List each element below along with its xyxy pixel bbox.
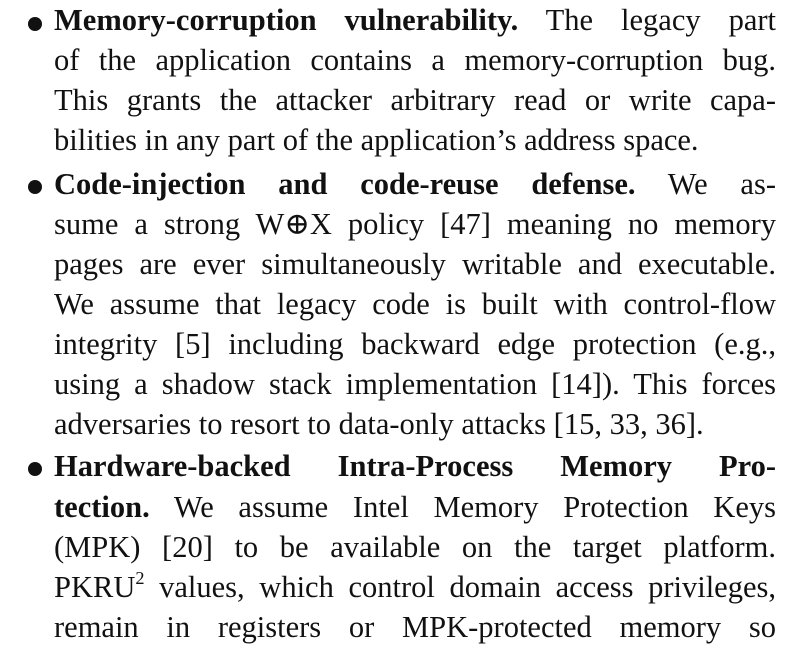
line-text: values, which control domain access privileges, <box>144 570 776 604</box>
line-text: We as- <box>635 167 776 201</box>
item-heading: tection. <box>54 490 150 524</box>
line-text: We assume that legacy code is built with control-flow <box>54 287 776 321</box>
item-heading: Hardware-backed Intra-Process Memory Pro- <box>54 449 776 483</box>
line-text: integrity [5] including backward edge protection (e.g., <box>54 327 776 361</box>
text-line <box>54 324 776 364</box>
text-line <box>54 446 776 486</box>
line-text: sume a strong W⊕X policy [47] meaning no memory <box>54 207 776 241</box>
text-line <box>54 0 776 40</box>
line-text: adversaries to resort to data-only attacks [15, 33, 36]. <box>54 407 704 441</box>
text-line <box>54 40 776 80</box>
line-text: of the application contains a memory-corruption bug. <box>54 43 776 77</box>
text-line <box>54 527 776 567</box>
bullet-icon <box>28 462 42 476</box>
text-line <box>54 567 776 607</box>
line-text: We assume Intel Memory Protection Keys <box>149 490 776 524</box>
item-heading: Code-injection and code-reuse defense. <box>54 167 636 201</box>
line-text: The legacy part <box>518 3 776 37</box>
text-line <box>54 244 776 284</box>
line-text: remain in registers or MPK-protected memory so <box>54 610 776 644</box>
text-line <box>54 607 776 647</box>
text-line <box>54 80 776 120</box>
footnote-marker: 2 <box>135 567 145 588</box>
bullet-icon <box>28 17 42 31</box>
text-line <box>54 404 776 444</box>
line-text: bilities in any part of the application’s address space. <box>54 123 699 157</box>
text-line <box>54 164 776 204</box>
line-text: using a shadow stack implementation [14]). This forces <box>54 367 776 401</box>
line-text: PKRU <box>54 570 136 604</box>
line-text: This grants the attacker arbitrary read or write capa- <box>54 83 776 117</box>
line-text: pages are ever simultaneously writable and executable. <box>54 247 776 281</box>
item-heading: Memory-corruption vulnerability. <box>54 3 519 37</box>
text-line <box>54 120 776 160</box>
line-text: (MPK) [20] to be available on the target platform. <box>54 530 776 564</box>
bullet-icon <box>28 180 42 194</box>
text-line <box>54 487 776 527</box>
text-line <box>54 364 776 404</box>
text-line <box>54 284 776 324</box>
text-line <box>54 204 776 244</box>
